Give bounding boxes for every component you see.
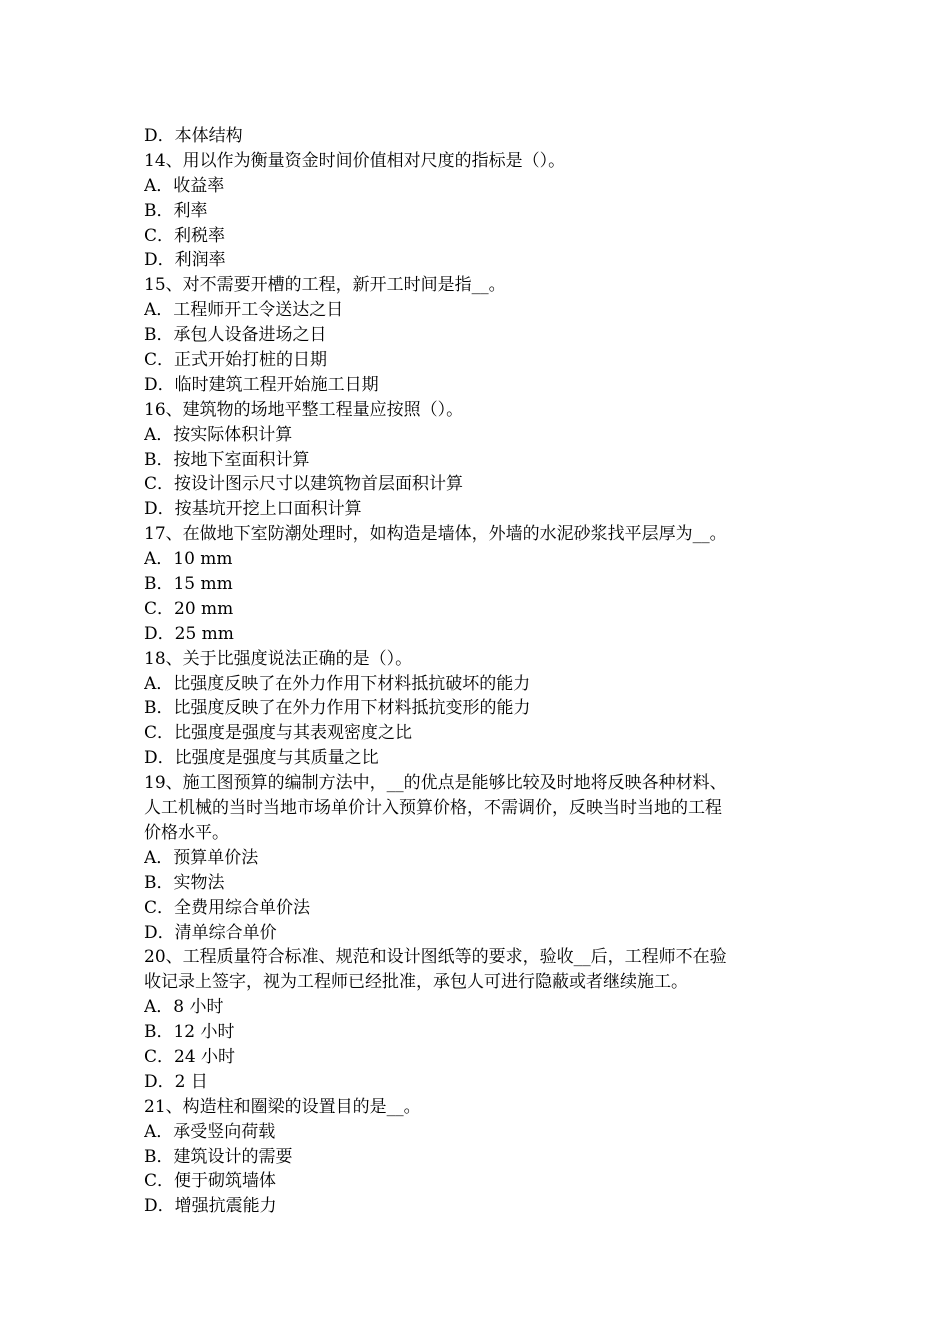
option-line: D．比强度是强度与其质量之比 bbox=[144, 748, 379, 769]
question-list bbox=[144, 124, 814, 1219]
option-line: B．承包人设备进场之日 bbox=[144, 325, 327, 346]
option-line: B．比强度反映了在外力作用下材料抵抗变形的能力 bbox=[144, 698, 531, 719]
option-line: B．按地下室面积计算 bbox=[144, 449, 310, 470]
option-line: D．增强抗震能力 bbox=[144, 1196, 277, 1217]
option-line: B．12 小时 bbox=[144, 1022, 235, 1043]
option-line: A．工程师开工令送达之日 bbox=[144, 300, 344, 321]
option-line: C．比强度是强度与其表观密度之比 bbox=[144, 723, 413, 744]
option-line: A．收益率 bbox=[144, 175, 225, 196]
question-line: 18、关于比强度说法正确的是（）。 bbox=[144, 648, 413, 669]
option-line: A．8 小时 bbox=[144, 997, 224, 1018]
option-line: D．清单综合单价 bbox=[144, 922, 277, 943]
option-line: C．全费用综合单价法 bbox=[144, 897, 311, 918]
option-line: B．建筑设计的需要 bbox=[144, 1146, 293, 1167]
option-line: C．20 mm bbox=[144, 598, 234, 619]
option-line: A．按实际体积计算 bbox=[144, 424, 293, 445]
option-line: D．2 日 bbox=[144, 1071, 208, 1092]
option-line: B．利率 bbox=[144, 200, 208, 221]
question-line: 19、施工图预算的编制方法中，__的优点是能够比较及时地将反映各种材料、 bbox=[144, 773, 727, 794]
option-line: D．本体结构 bbox=[144, 126, 243, 146]
option-line: B．15 mm bbox=[144, 574, 233, 595]
question-line-continued: 价格水平。 bbox=[144, 822, 229, 843]
option-line: B．实物法 bbox=[144, 872, 225, 893]
option-line: C．利税率 bbox=[144, 225, 226, 246]
question-line: 14、用以作为衡量资金时间价值相对尺度的指标是（）。 bbox=[144, 150, 566, 171]
question-line: 21、构造柱和圈梁的设置目的是__。 bbox=[144, 1096, 421, 1117]
option-line: A．比强度反映了在外力作用下材料抵抗破坏的能力 bbox=[144, 673, 531, 694]
option-line: A．承受竖向荷载 bbox=[144, 1121, 276, 1142]
option-line: D．利润率 bbox=[144, 250, 226, 271]
option-line: C．便于砌筑墙体 bbox=[144, 1171, 277, 1192]
question-line-continued: 收记录上签字，视为工程师已经批准，承包人可进行隐蔽或者继续施工。 bbox=[144, 972, 688, 993]
option-line: C．按设计图示尺寸以建筑物首层面积计算 bbox=[144, 474, 464, 495]
option-line: C．正式开始打桩的日期 bbox=[144, 350, 328, 371]
document-page bbox=[144, 124, 814, 1219]
question-line: 16、建筑物的场地平整工程量应按照（）。 bbox=[144, 399, 464, 420]
option-line: A．10 mm bbox=[144, 549, 233, 570]
question-line: 20、工程质量符合标准、规范和设计图纸等的要求，验收__后，工程师不在验 bbox=[144, 947, 727, 968]
option-line: D．临时建筑工程开始施工日期 bbox=[144, 374, 379, 395]
option-line: A．预算单价法 bbox=[144, 847, 259, 868]
question-line: 15、对不需要开槽的工程，新开工时间是指__。 bbox=[144, 275, 506, 296]
option-line: D．25 mm bbox=[144, 623, 234, 644]
option-line: C．24 小时 bbox=[144, 1046, 236, 1067]
option-line: D．按基坑开挖上口面积计算 bbox=[144, 499, 362, 520]
question-line: 17、在做地下室防潮处理时，如构造是墙体，外墙的水泥砂浆找平层厚为__。 bbox=[144, 524, 727, 545]
question-line-continued: 人工机械的当时当地市场单价计入预算价格，不需调价，反映当时当地的工程 bbox=[144, 798, 722, 819]
